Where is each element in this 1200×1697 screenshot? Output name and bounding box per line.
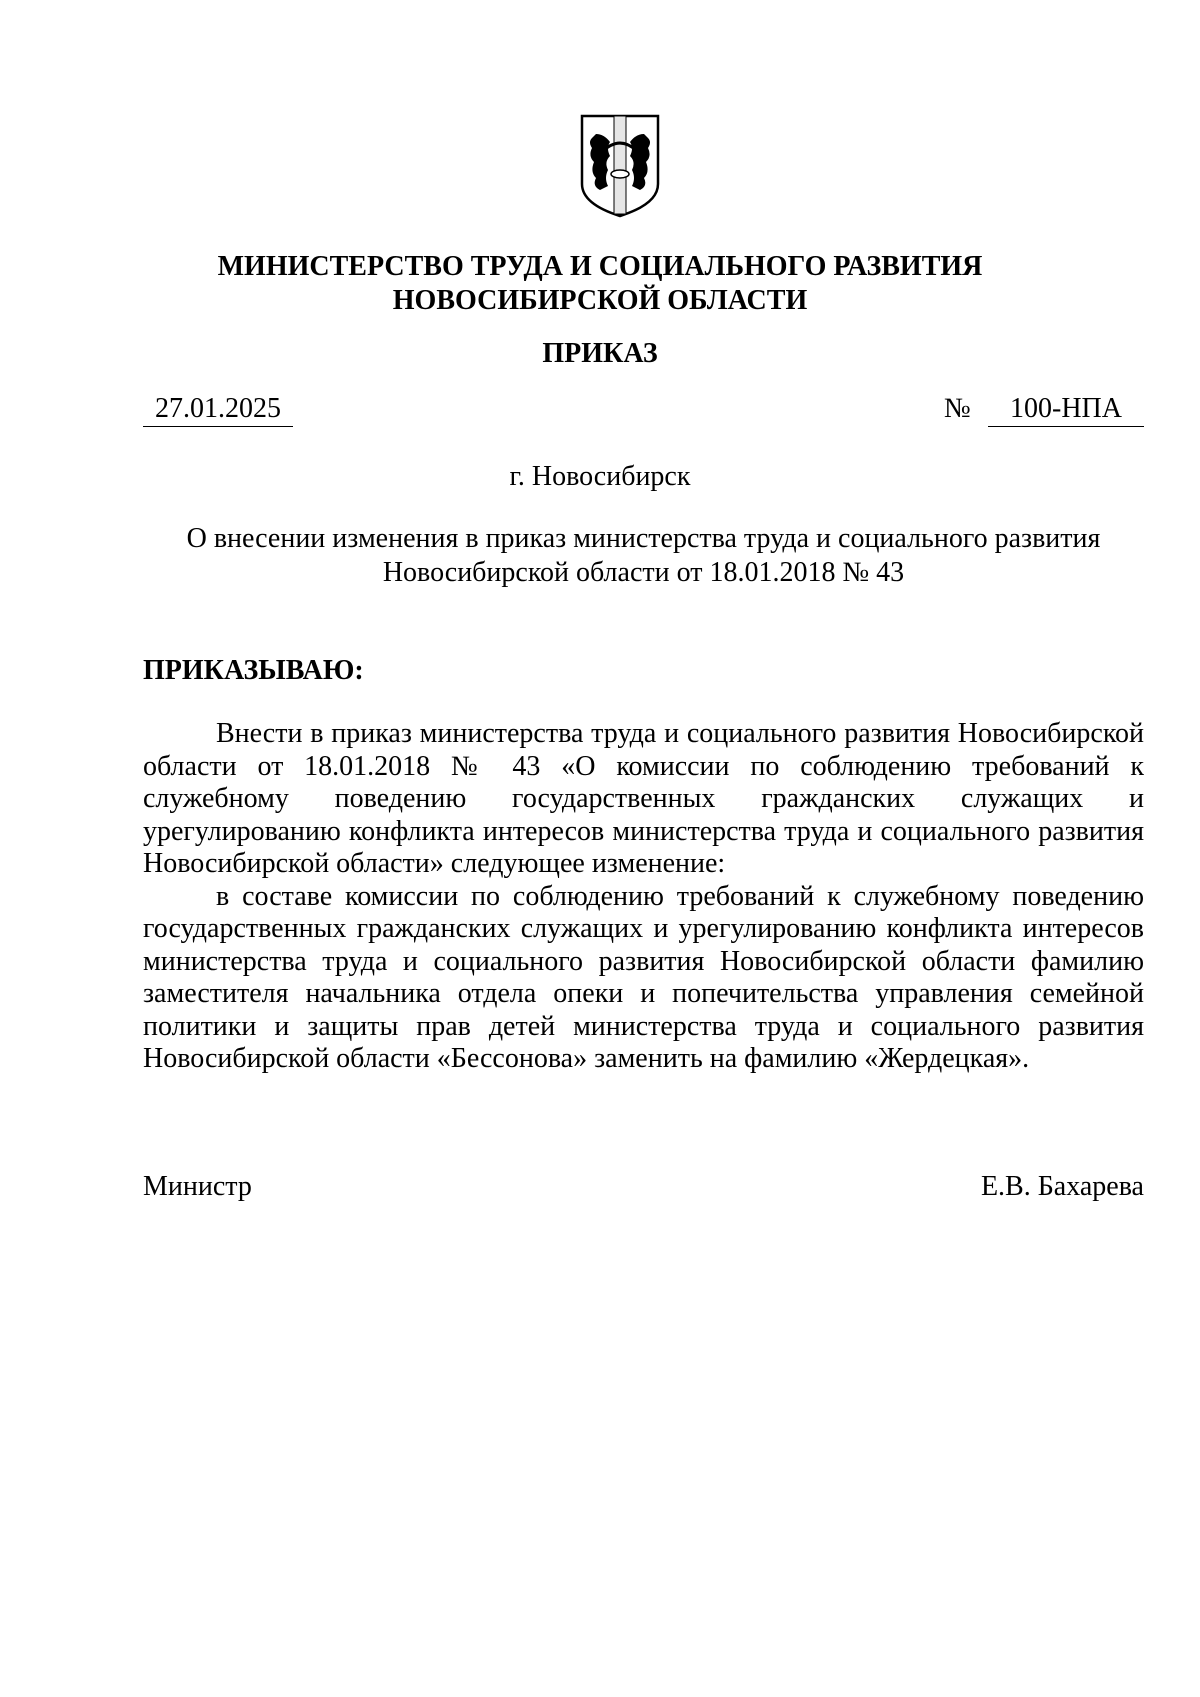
body-paragraph-2: в составе комиссии по соблюдению требований к служебному поведению государственных гражданских служащих и урегулированию конфликта интересов министерства труда и социального развития Новосибирской области фамилию заместителя начальника отдела опеки и попечительства управления семейной политики и защиты прав детей министерства труда и социального развития Новосибирской области «Бессонова» заменить на фамилию «Жердецкая». [143,880,1144,1074]
coat-of-arms-icon [578,112,662,220]
document-number: 100-НПА [988,392,1144,427]
ministry-name-line-2: НОВОСИБИРСКОЙ ОБЛАСТИ [392,285,808,316]
ministry-name-line-1: МИНИСТЕРСТВО ТРУДА И СОЦИАЛЬНОГО РАЗВИТИЯ [217,251,983,282]
body-paragraph-1: Внести в приказ министерства труда и социального развития Новосибирской области от 18.01.2018 № 43 «О комиссии по соблюдению требований к служебному поведению государственных гражданских служащих и урегулированию конфликта интересов министерства труда и социального развития Новосибирской области» следующее изменение: [143,718,1144,879]
order-word: ПРИКАЗЫВАЮ: [143,655,364,686]
document-subject: О внесении изменения в приказ министерства труда и социального развития Новосибирской области от 18.01.2018 № 43 [186,523,1101,588]
document-type: ПРИКАЗ [542,338,658,369]
document-body [143,718,1144,1076]
signatory-name: Е.В. Бахарева [980,1171,1144,1202]
document-date: 27.01.2025 [143,392,293,427]
number-sign: № [944,393,971,424]
signatory-title: Министр [143,1171,252,1202]
city: г. Новосибирск [509,461,691,492]
